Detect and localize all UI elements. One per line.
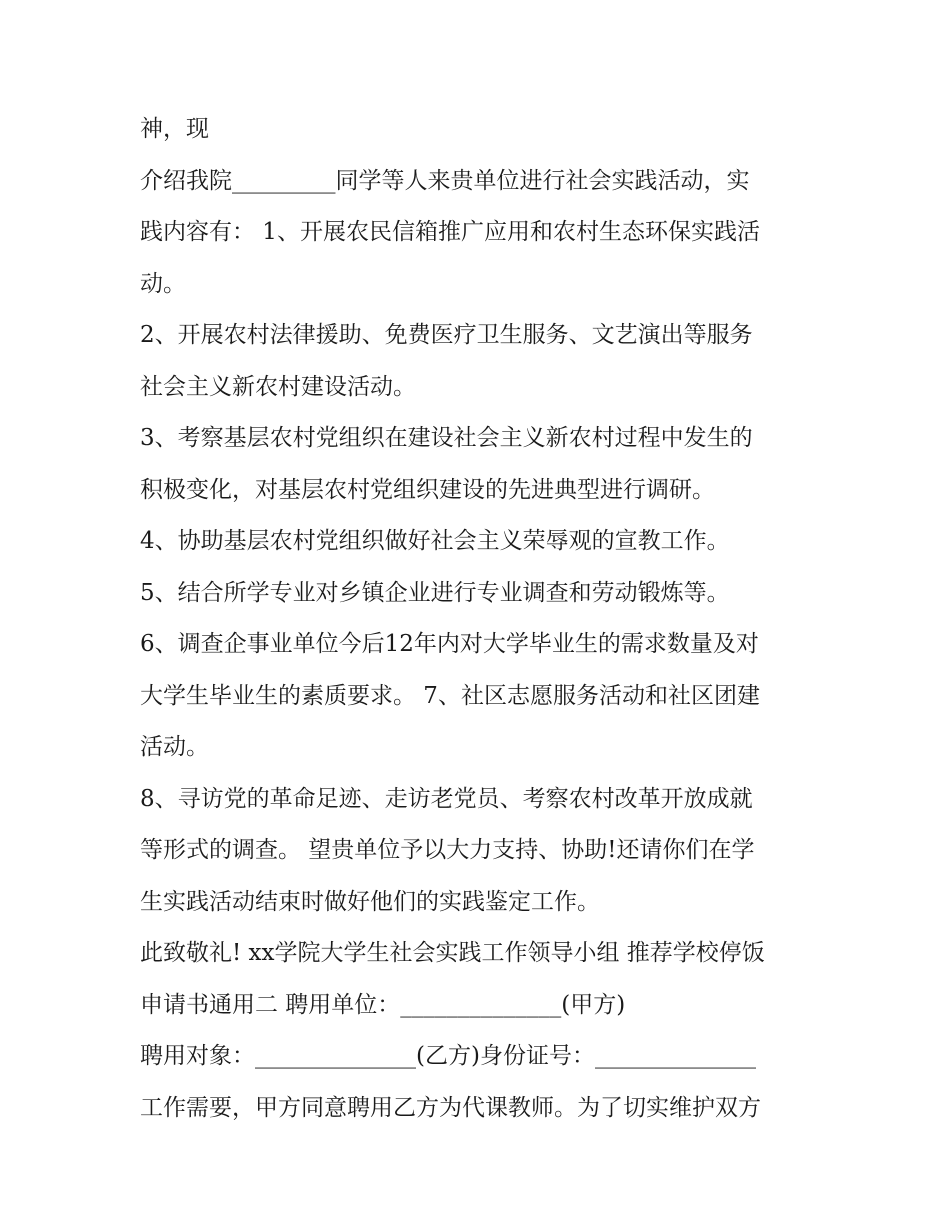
text-line-20: 工作需要，甲方同意聘用乙方为代课教师。为了切实维护双方 — [140, 1094, 761, 1121]
text-line-11: 6、调查企事业单位今后12年内对大学毕业生的需求数量及对 — [140, 631, 759, 657]
text-line-5: 2、开展农村法律援助、免费医疗卫生服务、文艺演出等服务 — [140, 322, 753, 348]
text-line-7: 3、考察基层农村党组织在建设社会主义新农村过程中发生的 — [140, 425, 753, 451]
text-line-19: 聘用对象：______________(乙方)身份证号：______________ — [140, 1043, 756, 1069]
text-line-12: 大学生毕业生的素质要求。 7、社区志愿服务活动和社区团建 — [140, 682, 760, 709]
text-line-1: 神，现 — [140, 116, 209, 142]
text-line-15: 等形式的调查。 望贵单位予以大力支持、协助!还请你们在学 — [140, 837, 755, 863]
text-line-9: 4、协助基层农村党组织做好社会主义荣辱观的宣教工作。 — [140, 528, 730, 554]
text-line-8: 积极变化，对基层农村党组织建设的先进典型进行调研。 — [140, 476, 715, 503]
text-line-6: 社会主义新农村建设活动。 — [140, 373, 416, 400]
text-line-17: 此致敬礼! xx学院大学生社会实践工作领导小组 推荐学校停饭 — [140, 940, 765, 966]
text-line-13: 活动。 — [140, 734, 209, 760]
text-line-18: 申请书通用二 聘用单位：______________(甲方) — [140, 991, 626, 1018]
text-line-3: 践内容有： 1、开展农民信箱推广应用和农村生态环保实践活 — [140, 219, 760, 245]
text-line-10: 5、结合所学专业对乡镇企业进行专业调查和劳动锻炼等。 — [140, 579, 730, 606]
text-line-4: 动。 — [140, 270, 186, 297]
text-line-2: 介绍我院_________同学等人来贵单位进行社会实践活动，实 — [140, 167, 750, 194]
text-line-14: 8、寻访党的革命足迹、走访老党员、考察农村改革开放成就 — [140, 785, 753, 812]
document-body — [140, 104, 820, 1134]
text-line-16: 生实践活动结束时做好他们的实践鉴定工作。 — [140, 888, 600, 915]
